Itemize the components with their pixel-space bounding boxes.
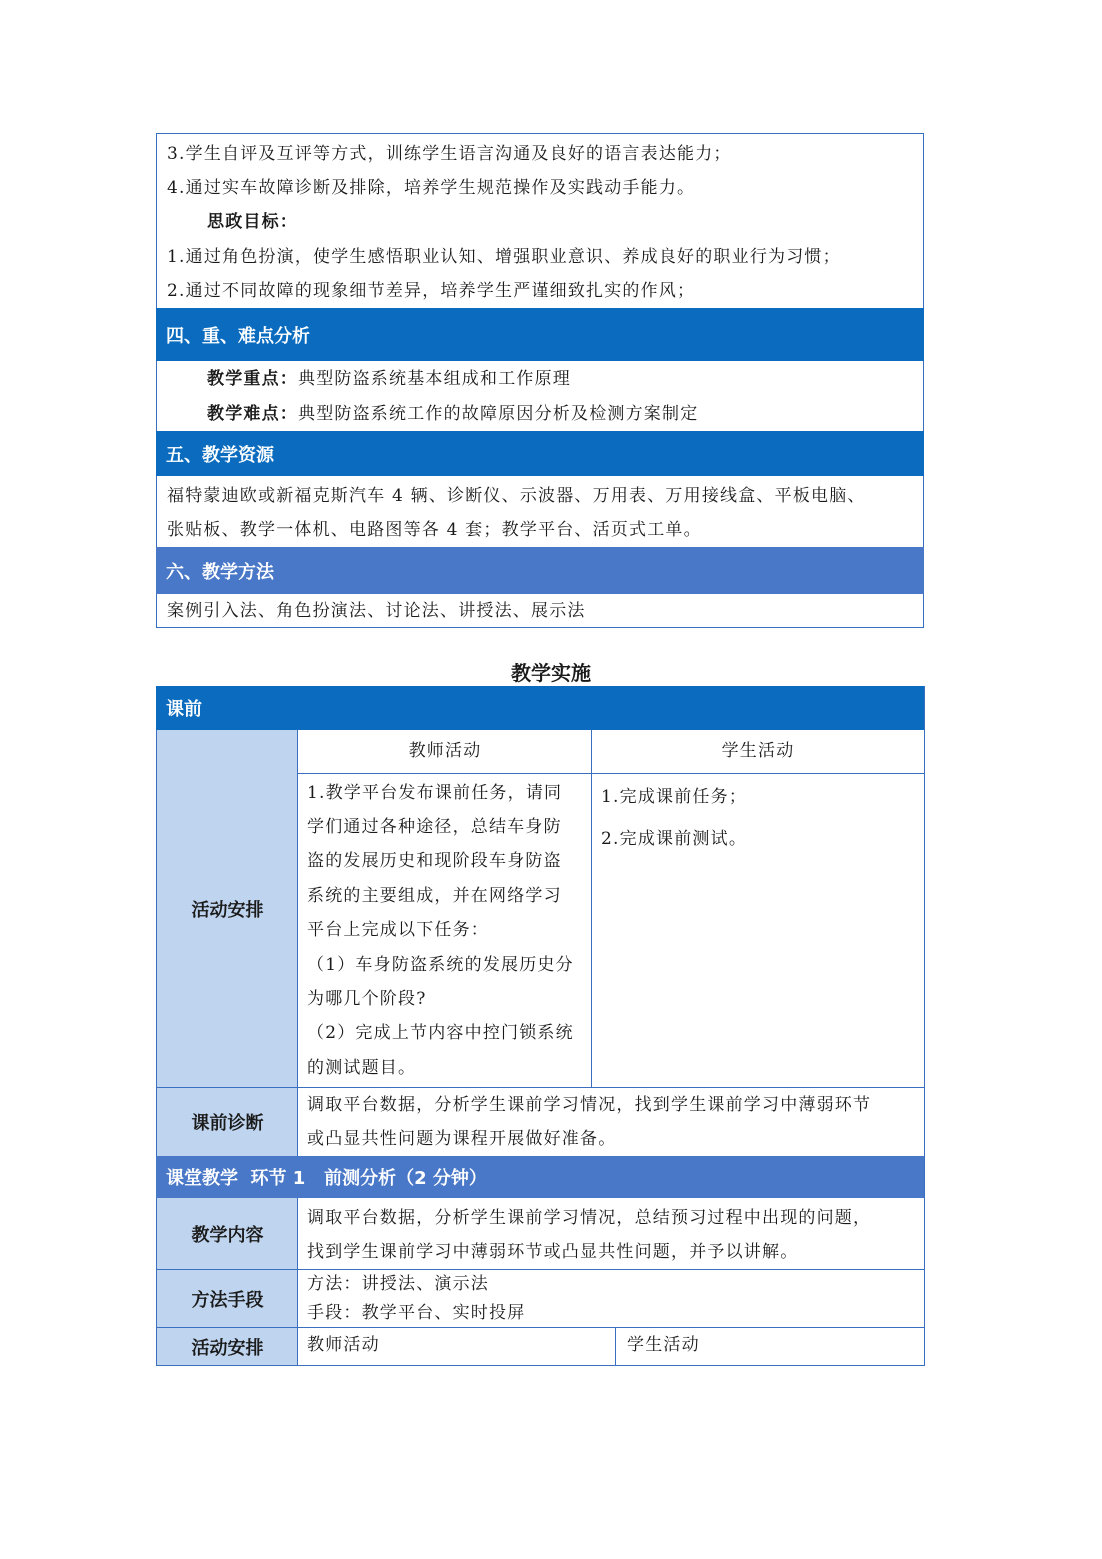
content-line: 调取平台数据，分析学生课前学习情况，总结预习过程中出现的问题， [307,1208,872,1228]
implementation-table [156,686,925,1366]
diagnosis-label: 课前诊断 [157,1088,298,1156]
col-divider-activity-2 [615,1328,616,1365]
teacher-line: 的测试题目。 [307,1058,417,1078]
teacher-line: 系统的主要组成，并在网络学习 [307,886,562,906]
lesson-plan-box [156,133,924,628]
difficulty-row [207,404,698,424]
content-label: 教学内容 [157,1198,298,1269]
student-activity-header: 学生活动 [721,741,795,761]
col-divider-lower [297,1198,298,1366]
content-line: 找到学生课前学习中薄弱环节或凸显共性问题，并予以讲解。 [307,1242,799,1262]
method-label: 方法手段 [157,1270,298,1327]
ideology-line-2: 2.通过不同故障的现象细节差异，培养学生严谨细致扎实的作风； [167,281,696,301]
teacher-line: 平台上完成以下任务： [307,920,489,940]
key-point-label: 教学重点： [207,369,298,389]
student-line: 2.完成课前测试。 [601,829,748,849]
teacher-line: （1）车身防盗系统的发展历史分 [307,955,574,975]
method-line: 方法：讲授法、演示法 [307,1274,489,1294]
section5-heading: 五、教学资源 [156,431,924,476]
section4-heading: 四、重、难点分析 [156,308,924,361]
ideology-line-1: 1.通过角色扮演，使学生感悟职业认知、增强职业意识、养成良好的职业行为习惯； [167,247,841,267]
objective-line-3: 3.学生自评及互评等方式，训练学生语言沟通及良好的语言表达能力； [167,144,732,164]
difficulty-text: 典型防盗系统工作的故障原因分析及检测方案制定 [298,404,699,424]
header-row-divider [298,773,925,774]
difficulty-label: 教学难点： [207,404,298,424]
methods-text: 案例引入法、角色扮演法、讨论法、讲授法、展示法 [167,601,586,621]
key-point-text: 典型防盗系统基本组成和工作原理 [298,369,571,389]
student-line: 1.完成课前任务； [601,787,748,807]
teacher-line: 学们通过各种途径，总结车身防 [307,817,562,837]
activity-row-divider [157,1087,925,1088]
teacher-line: 盗的发展历史和现阶段车身防盗 [307,851,562,871]
teacher-activity-header: 教师活动 [408,741,482,761]
teacher-line: （2）完成上节内容中控门锁系统 [307,1023,574,1043]
resources-line-2: 张贴板、教学一体机、电路图等各 4 套；教学平台、活页式工单。 [167,520,702,540]
activity-label: 活动安排 [157,730,298,1087]
teacher-line: 为哪几个阶段? [307,989,427,1009]
col-divider-label [297,730,298,1156]
teacher-line: 1.教学平台发布课前任务，请同 [307,783,563,803]
section6-heading: 六、教学方法 [156,547,924,594]
objective-line-4: 4.通过实车故障诊断及排除，培养学生规范操作及实践动手能力。 [167,178,696,198]
diagnosis-line: 调取平台数据，分析学生课前学习情况，找到学生课前学习中薄弱环节 [307,1095,872,1115]
teacher-activity-header-2: 教师活动 [307,1335,380,1355]
student-activity-header-2: 学生活动 [627,1335,700,1355]
implementation-title: 教学实施 [511,661,591,685]
method-line: 手段：教学平台、实时投屏 [307,1303,526,1323]
pre-class-heading: 课前 [156,686,924,730]
diagnosis-line: 或凸显共性问题为课程开展做好准备。 [307,1129,617,1149]
key-point-row [207,369,571,389]
stage1-heading: 课堂教学 环节 1 前测分析（2 分钟） [156,1156,924,1198]
activity-label-2: 活动安排 [157,1328,298,1365]
col-divider-activity [591,730,592,1087]
resources-line-1: 福特蒙迪欧或新福克斯汽车 4 辆、诊断仪、示波器、万用表、万用接线盒、平板电脑、 [167,486,866,506]
ideology-heading: 思政目标： [207,212,298,232]
